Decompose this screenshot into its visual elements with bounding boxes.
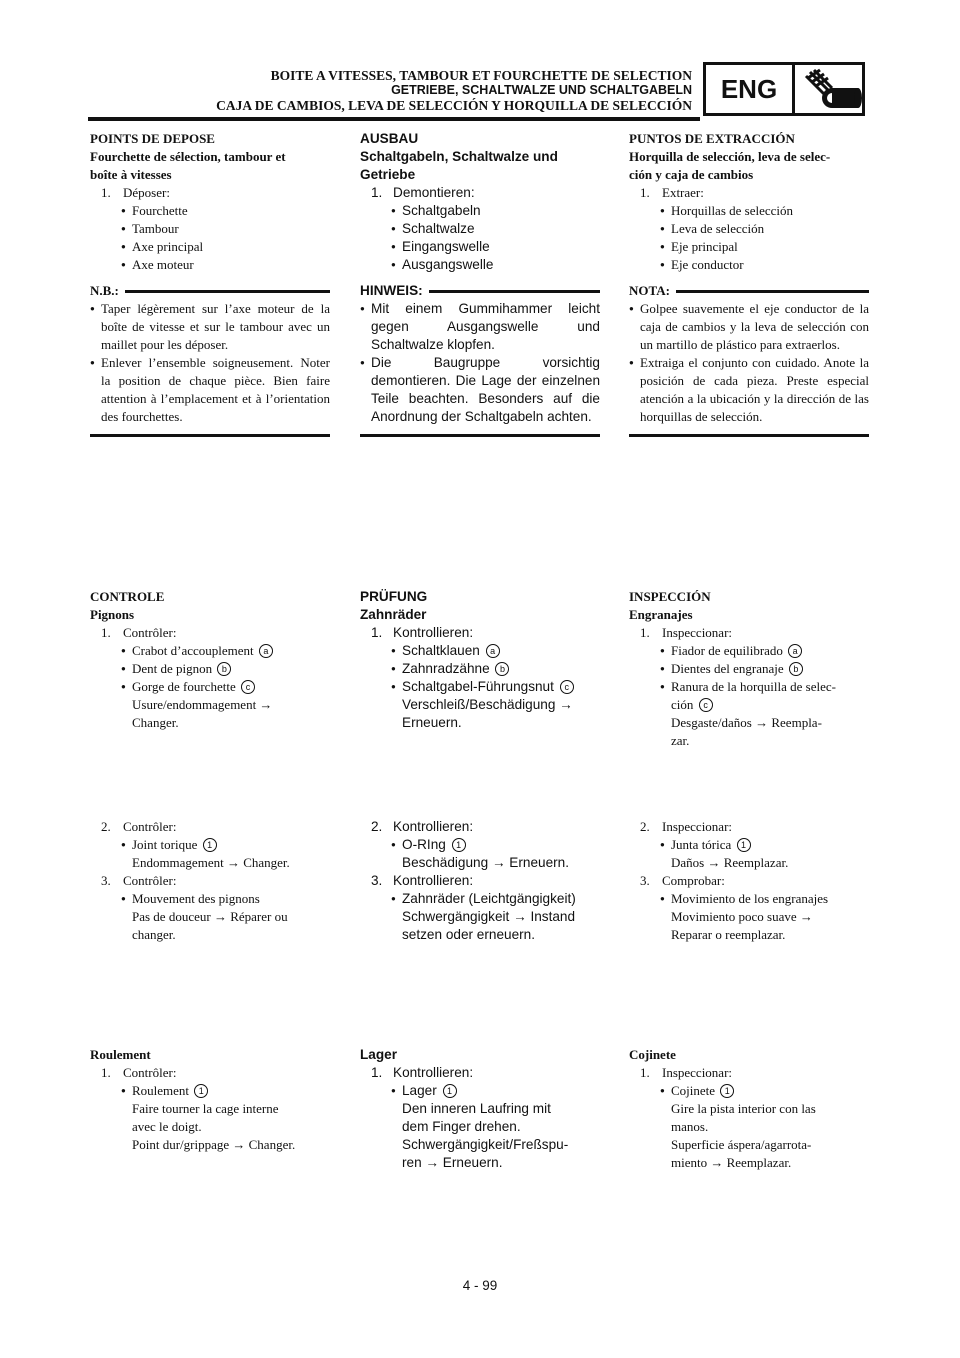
marker-1-icon: 1: [737, 838, 751, 852]
fr-bearing-section: Roulement 1. Contrôler: ● Roulement 1 Faire tourner la cage interne avec le doigt. Point dur/grippage → Changer.: [90, 1046, 330, 1154]
engine-bolt-icon: [802, 68, 862, 117]
list-item: ● Schaltgabeln: [360, 202, 600, 220]
es-inspection-subtitle: Engranajes: [629, 607, 693, 622]
fr-inspection-title: CONTROLE: [90, 589, 165, 604]
badge-label: ENG: [706, 65, 795, 113]
fr-note: [90, 282, 330, 437]
marker-1-icon: 1: [203, 838, 217, 852]
fr-check-section: 2. Contrôler: ● Joint torique 1 Endommagement → Changer. 3. Contrôler: ● Mouvement des pignons Pas de douceur → Réparer ou changer.: [90, 818, 330, 944]
header-title-de: GETRIEBE, SCHALTWALZE UND SCHALTGABELN: [391, 83, 692, 97]
es-check-section: 2. Inspeccionar: ● Junta tórica 1 Daños → Reemplazar. 3. Comprobar: ● Movimiento de los engranajes Movimiento poco suave → Reparar o reemplazar.: [629, 818, 869, 944]
note-item: ● Die Baugruppe vorsichtig demontieren. Die Lage der einzelnen Teile beachten. Besonders auf die Anordnung der Schaltgabeln achten.: [360, 354, 600, 426]
list-item: ● Mouvement des pignons: [90, 890, 330, 908]
list-item: ● O-RIng 1: [360, 836, 600, 854]
list-item: ● Gorge de fourchette c: [90, 678, 330, 696]
header-rule: [88, 117, 700, 121]
list-item: ● Schaltwalze: [360, 220, 600, 238]
de-inspection-title: PRÜFUNG: [360, 589, 428, 604]
es-note: [629, 282, 869, 437]
list-item: ● Zahnräder (Leichtgängigkeit): [360, 890, 600, 908]
list-item: ● Axe principal: [90, 238, 330, 256]
es-bearing-subtitle: Cojinete: [629, 1047, 676, 1062]
note-item: ● Golpee suavemente el eje conductor de la caja de cambios y la leva de selección con un martillo de plástico para extraerlos.: [629, 300, 869, 354]
note-label: N.B.:: [90, 283, 119, 298]
de-removal-title: AUSBAU: [360, 131, 419, 146]
list-item: ● Junta tórica 1: [629, 836, 869, 854]
marker-b-icon: b: [495, 662, 509, 676]
header-title-fr: BOITE A VITESSES, TAMBOUR ET FOURCHETTE DE SELECTION: [270, 68, 692, 83]
de-inspection-section: PRÜFUNG Zahnräder 1. Kontrollieren: ● Schaltklauen a ● Zahnradzähne b ● Schaltgabel-Führungsnut c Verschleiß/Beschädigung → Erneuern.: [360, 588, 600, 732]
list-item: ● Horquillas de selección: [629, 202, 869, 220]
marker-a-icon: a: [486, 644, 500, 658]
marker-1-icon: 1: [452, 838, 466, 852]
list-item: ● Eje principal: [629, 238, 869, 256]
marker-c-icon: c: [241, 680, 255, 694]
fr-bearing-subtitle: Roulement: [90, 1047, 151, 1062]
marker-a-icon: a: [788, 644, 802, 658]
list-item: ● Ranura de la horquilla de selec-: [629, 678, 869, 696]
de-inspection-subtitle: Zahnräder: [360, 607, 427, 622]
fr-removal-section: [90, 130, 330, 437]
list-item: ● Eingangswelle: [360, 238, 600, 256]
list-item: ● Dientes del engranaje b: [629, 660, 869, 678]
list-item: ● Lager 1: [360, 1082, 600, 1100]
es-inspection-section: INSPECCIÓN Engranajes 1. Inspeccionar: ● Fiador de equilibrado a ● Dientes del engranaje b ● Ranura de la horquilla de selec- ción c Desgaste/daños → Reempla- zar.: [629, 588, 869, 750]
fr-removal-step: 1. Déposer:: [101, 185, 170, 200]
list-item: ● Axe moteur: [90, 256, 330, 274]
marker-c-icon: c: [560, 680, 574, 694]
note-item: ● Mit einem Gummihammer leicht gegen Ausgangswelle und Schaltwalze klopfen.: [360, 300, 600, 354]
de-removal-subtitle-2: Getriebe: [360, 167, 416, 182]
es-inspection-title: INSPECCIÓN: [629, 589, 711, 604]
note-item: ● Extraiga el conjunto con cuidado. Anote la posición de cada pieza. Preste especial atención a la ubicación y la dirección de las horquillas de selección.: [629, 354, 869, 426]
de-removal-subtitle-1: Schaltgabeln, Schaltwalze und: [360, 149, 558, 164]
list-item: ● Roulement 1: [90, 1082, 330, 1100]
es-bearing-section: Cojinete 1. Inspeccionar: ● Cojinete 1 Gire la pista interior con las manos. Superficie áspera/agarrota- miento → Reemplazar.: [629, 1046, 869, 1172]
list-item: ● Cojinete 1: [629, 1082, 869, 1100]
marker-c-icon: c: [699, 698, 713, 712]
marker-1-icon: 1: [443, 1084, 457, 1098]
marker-b-icon: b: [217, 662, 231, 676]
list-item: ● Joint torique 1: [90, 836, 330, 854]
de-bearing-section: Lager 1. Kontrollieren: ● Lager 1 Den inneren Laufring mit dem Finger drehen. Schwergängigkeit/Freßspu- ren → Erneuern.: [360, 1046, 600, 1172]
es-removal-subtitle-1: Horquilla de selección, leva de selec-: [629, 149, 831, 164]
es-removal-section: PUNTOS DE EXTRACCIÓN Horquilla de selección, leva de selec- ción y caja de cambios 1. Extraer: ● Horquillas de selección ● Leva de selección ● Eje principal ● Eje conductor NOTA: ● Golpee suavemente el eje conductor de la caja de cambios y la leva de selección con un martillo de plástico para extraerlos. ● Extraiga el conjunto con cuidado. Anote la posición de cada pieza. Preste especial atención a la ubicación y la dirección de las horquillas de selección.: [629, 130, 869, 437]
list-item: ● Crabot d’accouplement a: [90, 642, 330, 660]
es-removal-title: PUNTOS DE EXTRACCIÓN: [629, 131, 795, 146]
note-label: HINWEIS:: [360, 283, 423, 298]
list-item: ● Fourchette: [90, 202, 330, 220]
de-note: [360, 282, 600, 437]
marker-1-icon: 1: [720, 1084, 734, 1098]
eng-badge: [703, 62, 865, 116]
note-label: NOTA:: [629, 283, 670, 298]
section-header: [216, 68, 692, 113]
marker-b-icon: b: [789, 662, 803, 676]
list-item: ● Zahnradzähne b: [360, 660, 600, 678]
list-item: ● Ausgangswelle: [360, 256, 600, 274]
list-item: ● Eje conductor: [629, 256, 869, 274]
page-number: 4 - 99: [462, 1278, 498, 1293]
list-item: ● Tambour: [90, 220, 330, 238]
fr-removal-subtitle-1: Fourchette de sélection, tambour et: [90, 149, 286, 164]
marker-a-icon: a: [259, 644, 273, 658]
list-item: ● Movimiento de los engranajes: [629, 890, 869, 908]
de-removal-section: AUSBAU Schaltgabeln, Schaltwalze und Getriebe 1. Demontieren: ● Schaltgabeln ● Schaltwalze ● Eingangswelle ● Ausgangswelle HINWEIS: ● Mit einem Gummihammer leicht gegen Ausgangswelle und Schaltwalze klopfen. ● Die Baugruppe vorsichtig demontieren. Die Lage der einzelnen Teile beachten. Besonders auf die Anordnung der Schaltgabeln achten.: [360, 130, 600, 437]
fr-inspection-subtitle: Pignons: [90, 607, 135, 622]
list-item: ● Leva de selección: [629, 220, 869, 238]
note-item: ● Enlever l’ensemble soigneusement. Noter la position de chaque pièce. Bien faire attention à l’emplacement et à l’orientation des fourchettes.: [90, 354, 330, 426]
es-removal-subtitle-2: ción y caja de cambios: [629, 167, 754, 182]
fr-inspection-section: CONTROLE Pignons 1. Contrôler: ● Crabot d’accouplement a ● Dent de pignon b ● Gorge de fourchette c Usure/endommagement → Changer.: [90, 588, 330, 732]
list-item: ● Schaltgabel-Führungsnut c: [360, 678, 600, 696]
note-item: ● Taper légèrement sur l’axe moteur de la boîte de vitesse et sur le tambour avec un maillet pour les déposer.: [90, 300, 330, 354]
fr-removal-title: POINTS DE DEPOSE: [90, 131, 215, 146]
marker-1-icon: 1: [194, 1084, 208, 1098]
list-item: ● Schaltklauen a: [360, 642, 600, 660]
de-check-section: 2. Kontrollieren: ● O-RIng 1 Beschädigung → Erneuern. 3. Kontrollieren: ● Zahnräder (Leichtgängigkeit) Schwergängigkeit → Instand setzen oder erneuern.: [360, 818, 600, 944]
list-item: ● Fiador de equilibrado a: [629, 642, 869, 660]
fr-removal-subtitle-2: boîte à vitesses: [90, 167, 172, 182]
header-title-es: CAJA DE CAMBIOS, LEVA DE SELECCIÓN Y HORQUILLA DE SELECCIÓN: [216, 98, 692, 113]
list-item: ● Dent de pignon b: [90, 660, 330, 678]
de-bearing-subtitle: Lager: [360, 1047, 398, 1062]
